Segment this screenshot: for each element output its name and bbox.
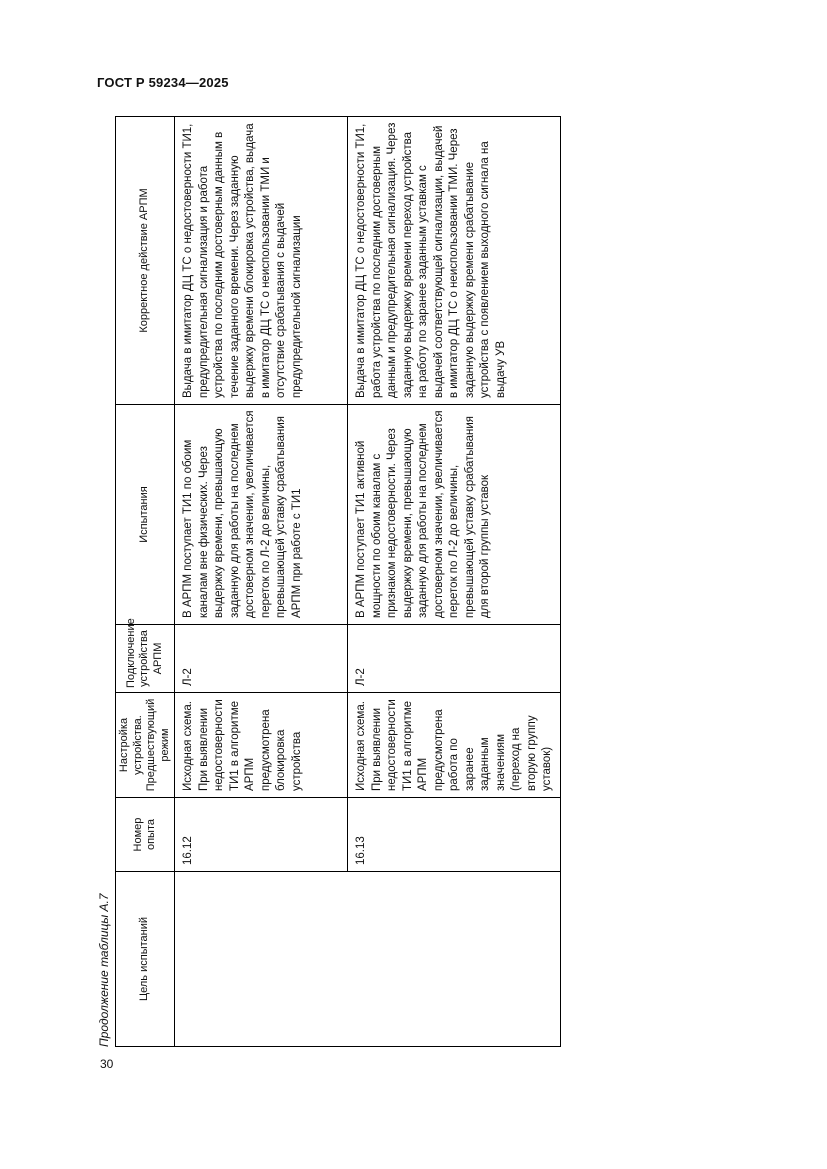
column-header-setup: Настройка устройства. Предшествующий режим [116, 693, 175, 798]
table-continuation-caption: Продолжение таблицы А.7 [97, 893, 111, 1047]
column-header-goal: Цель испытаний [116, 872, 175, 1047]
column-header-action: Корректное действие АРПМ [116, 117, 175, 405]
cell-test: В АРПМ поступает ТИ1 по обоим каналам вне физических. Через выдержку времени, превышающую заданную для работы на последнем достоверном значении, увеличивается переток по Л-2 до величины, превышающей уставку срабатывания АРПМ при работе с ТИ1 [175, 405, 348, 625]
cell-connection: Л-2 [175, 625, 348, 693]
cell-number: 16.12 [175, 798, 348, 872]
table-row [175, 117, 348, 1047]
table-header-row [116, 117, 175, 1047]
cell-action: Выдача в имитатор ДЦ ТС о недостоверности ТИ1, предупредительная сигнализация и работа устройства по последним достоверным данным в течение заданного времени. Через заданную выдержку времени блокировка устройства, выдача в имитатор ДЦ ТС о неиспользовании ТМИ и отсутствие срабатывания с выдачей предупредительной сигнализации [175, 117, 348, 405]
document-header: ГОСТ Р 59234—2025 [97, 75, 229, 90]
page-number: 30 [100, 1057, 114, 1071]
cell-goal [175, 872, 561, 1047]
cell-test: В АРПМ поступает ТИ1 активной мощности по обоим каналам с признаком недостоверности. Через выдержку времени, превышающую заданную для работы на последнем достоверном значении, увеличивается переток по Л-2 до величины, превышающей уставку срабатывания для второй группы уставок [348, 405, 561, 625]
column-header-connection: Подключение устройства АРПМ [116, 625, 175, 693]
test-table [115, 116, 561, 1047]
column-header-number: Номер опыта [116, 798, 175, 872]
cell-setup: Исходная схема. При выявлении недостоверности ТИ1 в алгоритме АРПМ предусмотрена работа по заранее заданным значениям (переход на вторую группу уставок) [348, 693, 561, 798]
cell-number: 16.13 [348, 798, 561, 872]
cell-connection: Л-2 [348, 625, 561, 693]
cell-action: Выдача в имитатор ДЦ ТС о недостоверности ТИ1, работа устройства по последним достоверным данным и предупредительная сигнализация. Через заданную выдержку времени переход устройства на работу по заранее заданным уставкам с выдачей соответствующей сигнализации, выдачей в имитатор ДЦ ТС о неиспользовании ТМИ. Через заданную выдержку времени срабатывание устройства с появлением выходного сигнала на выдачу УВ [348, 117, 561, 405]
rotated-table-block [93, 117, 593, 1047]
column-header-test: Испытания [116, 405, 175, 625]
cell-setup: Исходная схема. При выявлении недостоверности ТИ1 в алгоритме АРПМ предусмотрена блокировка устройства [175, 693, 348, 798]
